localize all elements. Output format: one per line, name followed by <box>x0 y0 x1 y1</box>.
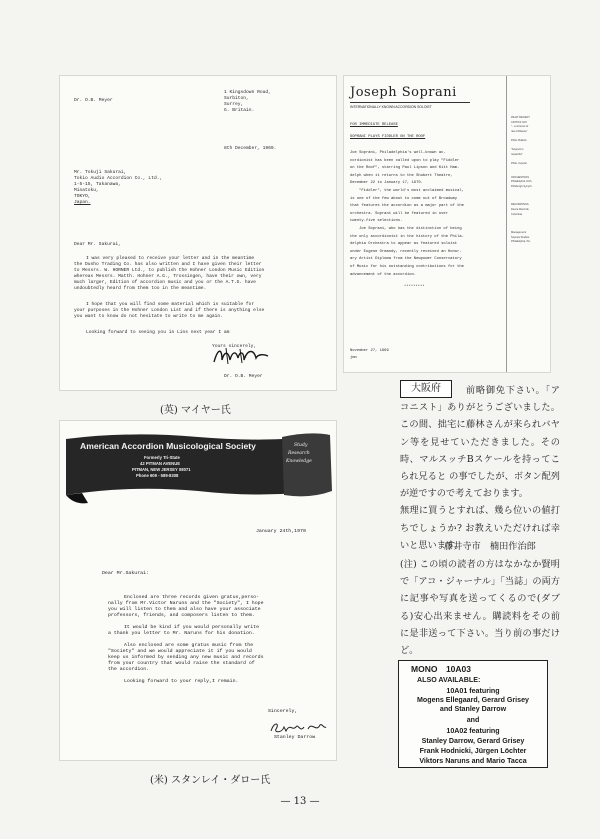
release-body-line: Joe Soprani, who has the distinction of being <box>350 227 462 231</box>
release-body-line: delphia Orchestra to appear as featured soloist <box>350 242 458 247</box>
recipient-line: Japan. <box>74 200 91 205</box>
body-line: to Messrs. W. HORNER Ltd., to publish the Hohner London Music Edition <box>74 268 265 273</box>
release-body-line: cordionist has been called upon to play "Fiddler <box>350 158 460 163</box>
signature-name: Dr. O.B. Meyer <box>224 374 263 379</box>
release-body-line: December 22 to January 17, 1970. <box>350 181 423 186</box>
body-line: "Society" and we would appreciate it if you would <box>108 649 252 654</box>
caption-meyer: (英) マイヤー氏 <box>160 405 231 416</box>
letter-date: 8th December, 1969. <box>224 146 277 151</box>
sidebar-line: Pittsburgh Symph. <box>511 185 533 188</box>
record-info-box <box>398 660 548 768</box>
record-line: Stanley Darrow, Gerard Grisey <box>421 737 525 745</box>
prefecture-badge: 大阪府 <box>400 380 452 398</box>
release-date: November 27, 1969 <box>350 349 389 353</box>
release-heading: FOR IMMEDIATE RELEASE <box>350 123 398 127</box>
body-line: the Dusho Trading Co. has also written and I have given their letter <box>74 262 262 267</box>
letter-sender: Dr. O.B. Meyer <box>74 98 113 103</box>
handwritten-signature <box>210 344 270 368</box>
sidebar-line: Philadelphia Orch. <box>511 180 533 184</box>
release-body-line: that features the accordion as a major part of the <box>350 204 464 209</box>
release-body-line: the only accordionist in the history of the Phila- <box>350 234 464 239</box>
release-body-line: is one of the few about to come out of Broadway <box>350 196 458 201</box>
reader-signature: 藤井寺市 楠田作治郎 <box>444 541 536 552</box>
body-line: your purposes in the Hohner London List and if there is anything else <box>74 308 265 313</box>
record-line: Mogens Ellegaard, Gerard Grisey <box>417 696 529 704</box>
record-line: 10A01 featuring <box>446 687 500 695</box>
record-line: 10A02 featuring <box>446 727 500 735</box>
release-body-line: "Fiddler", the world's most acclaimed musical, <box>350 189 464 193</box>
body-line: I hope that you will find some material which is suitable for <box>86 302 255 307</box>
release-body-line: under Eugene Ormandy, recently received an Honor- <box>350 249 462 254</box>
release-body-line: advancement of the accordion. <box>350 272 417 277</box>
body-line: Looking forward to seeing you in Lins next year I am <box>86 330 230 335</box>
sidebar-line: Management <box>511 231 527 234</box>
letter-date: January 24th,1970 <box>256 529 306 534</box>
motto-line: Study <box>294 443 308 448</box>
letterhead-sidebar <box>506 76 551 372</box>
motto-line: Research <box>288 451 310 456</box>
body-line: much larger, Edition of accordion music and you or the A.T.G. have <box>74 280 256 285</box>
record-line: and Stanley Darrow <box>439 705 507 713</box>
sender-address-line: G. Britain. <box>224 108 255 113</box>
closing: Sincerely, <box>268 709 298 714</box>
letterhead-name: Joseph Soprani <box>350 85 457 100</box>
body-line: a thank you letter to Mr. Naruns for his donation. <box>108 631 255 636</box>
sidebar-line: rare brilliance" <box>511 129 528 133</box>
recipient-line: Mr. Tokuji Sakurai, <box>74 170 127 175</box>
page-number: — 13 — <box>280 796 320 807</box>
letter-meyer <box>60 76 336 390</box>
release-body-line: on the Roof", starring Paul Lipson and Kitt Ham- <box>350 166 460 171</box>
body-line: keep us informed by sending any new music and records <box>108 655 264 660</box>
release-initials: jmn <box>350 356 357 360</box>
letter-darrow <box>60 421 336 760</box>
closing: Yours sincerely, <box>212 344 257 349</box>
sidebar-line: ORCHESTRAS <box>511 175 530 179</box>
recipient-line: Minatoku, <box>74 188 99 193</box>
sidebar-line: CRITICS SAY <box>511 120 528 124</box>
sidebar-line: Columbia <box>511 212 522 216</box>
sidebar-line: "Soprani is <box>511 148 524 152</box>
body-line: whereas Messrs. Matth. Hohner A.G., Trossingen, have their own, very <box>74 274 262 279</box>
body-line: I was very pleased to receive your letter and in the meantime <box>86 256 255 261</box>
motto-line: Knowledge <box>286 459 312 464</box>
record-line: and <box>466 716 480 724</box>
release-body-line: delph when it returns to the Shubert Theatre, <box>350 173 453 178</box>
sender-address-line: Surbiton, <box>224 96 249 101</box>
letter-soprani <box>344 76 550 372</box>
salutation: Dear Mr. Sakurai, <box>74 242 121 247</box>
sidebar-line: masterful" <box>511 152 523 156</box>
sender-address-line: 1 Kingsdown Road, <box>224 90 271 95</box>
sidebar-line: Soprani Studios <box>511 235 530 239</box>
caption-darrow: (米) スタンレイ・ダロー氏 <box>150 775 271 786</box>
society-street: 42 PITMAN AVENUE <box>140 461 181 466</box>
sidebar-line: WHAT RECENT <box>511 116 530 119</box>
body-line: Enclosed are three records given gratus,perso- <box>124 595 260 600</box>
sidebar-line: "...a virtuoso of <box>511 125 529 129</box>
stars-divider: ********* <box>404 285 425 289</box>
editor-note <box>400 556 560 659</box>
recipient-line: Tokio Audio Accordion Co., Ltd., <box>74 176 163 181</box>
body-line: the accordion. <box>108 667 150 672</box>
recipient-line: TOKYO, <box>74 194 91 199</box>
signature-name: Stanley Darrow <box>274 735 316 740</box>
release-body-line: ary Artist Diploma from the Newpower Conservatory <box>350 257 462 262</box>
release-body-line: of Music for his outstanding contributions for the <box>350 265 464 269</box>
letterhead-rule <box>350 102 470 103</box>
sidebar-line: Phila. Inquirer <box>511 162 528 165</box>
society-city: PITMAN, NEW JERSEY 08071 <box>132 467 191 472</box>
reader-letter <box>400 382 560 554</box>
society-formerly: Formerly Tri-State <box>144 455 180 460</box>
release-title: SOPRANI PLAYS FIDDLER ON THE ROOF <box>350 135 426 139</box>
body-line: from your country that would raise the standard of <box>108 661 255 666</box>
body-line: you want to know do not hesitate to write to me again. <box>74 314 223 319</box>
sidebar-line: Phila. Bulletin <box>511 139 527 142</box>
record-line: Frank Hodnicki, Jürgen Löchter <box>419 747 527 755</box>
body-line: nally from Mr.Victor Naruns and the "Society", I hope <box>108 601 264 606</box>
sidebar-line: Philadelphia, Pa. <box>511 240 531 244</box>
letterhead-subtitle: INTERNATIONALLY KNOWN ACCORDION SOLOIST <box>350 105 432 109</box>
body-line: Looking forward to your reply,I remain. <box>124 679 239 684</box>
body-line: Also enclosed are some gratus music from the <box>124 643 254 648</box>
sender-address-line: Surrey, <box>224 102 244 107</box>
release-body-line: orchestra. Soprani will be featured in over <box>350 211 448 216</box>
release-body-line: twenty-five selections. <box>350 219 403 224</box>
sidebar-line: RECORDINGS <box>511 203 529 207</box>
record-line: Viktors Naruns and Mario Tacca <box>419 757 527 765</box>
salutation: Dear Mr.Sakurai: <box>102 571 149 576</box>
body-line: you will listen to them and also have your associate <box>108 607 261 612</box>
sidebar-line: Decca Records <box>511 208 529 211</box>
recipient-line: 1-5-15, Takanawa, <box>74 182 121 187</box>
also-available-label: ALSO AVAILABLE: <box>417 676 481 684</box>
society-name: American Accordion Musicological Society <box>80 441 256 451</box>
release-body-line: Joe Soprani, Philadelphia's well-known ac- <box>350 151 446 155</box>
reader-letter-paragraph: 無理に買うとすれば、幾ら位いの値打ちでしょうか? お教えいただければ幸いと思います。 <box>400 505 560 551</box>
body-line: It would be kind if you would personally write <box>124 625 260 630</box>
society-phone: Phone 609 - 589-8308 <box>136 473 179 478</box>
body-line: undoubtedly heard from them too in the meantime. <box>74 286 207 291</box>
record-number: MONO 10A03 <box>411 664 471 674</box>
body-line: professors, friends, and composers listen to them. <box>108 613 255 618</box>
editor-note-text: (注) この頃の読者の方はなかなか賢明で「アコ・ジャーナル」「当誌」の両方に記事や写真を送ってくるので(ダブる)安心出来ません。購読料をその前に是非送って下さい。当り前の事だけど。 <box>400 559 560 657</box>
reader-letter-paragraph: 前略御免下さい。「アコニスト」ありがとうございました。この間、拙宅に藤林さんが来られバヤン等を見せていただきました。その時、マルスッチBスケールを持ってこられ兄ると の事でしたが、ボタン配列が逆ですので考えております。 <box>400 385 560 500</box>
